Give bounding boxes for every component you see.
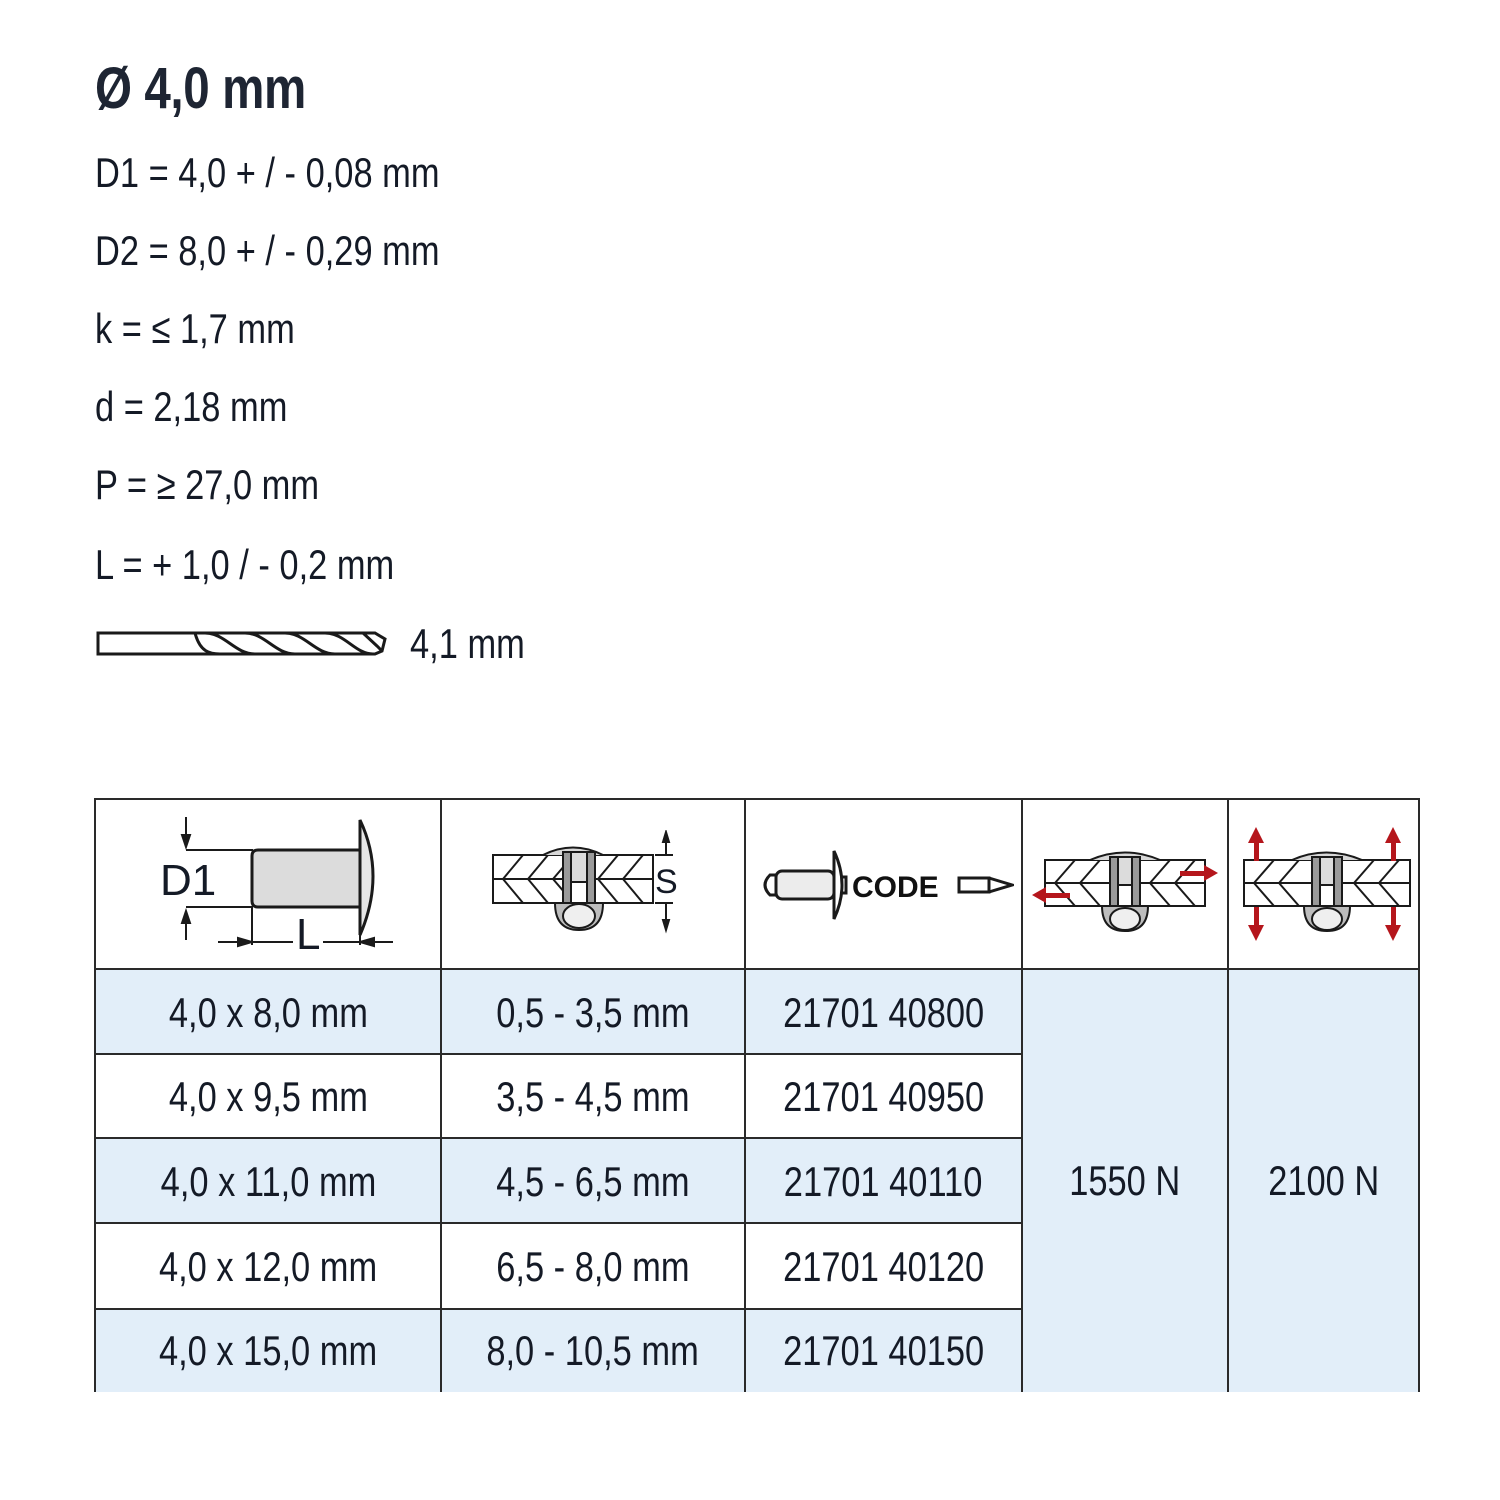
table-row-grip: 6,5 - 8,0 mm (496, 1243, 690, 1290)
rivet-table (94, 798, 1420, 1392)
rivet-code-icon (746, 800, 1021, 970)
table-row-grip: 0,5 - 3,5 mm (496, 988, 690, 1036)
table-row-code: 21701 40120 (782, 1243, 985, 1290)
table-row-size: 4,0 x 15,0 mm (158, 1327, 378, 1374)
title-text: Ø 4,0 mm (95, 56, 306, 121)
table-row-size: 4,0 x 8,0 mm (168, 988, 368, 1036)
table-row-size: 4,0 x 12,0 mm (158, 1243, 378, 1290)
spec-d2: D2 = 8,0 + / - 0,29 mm (95, 227, 440, 274)
drill-size: 4,1 mm (410, 620, 525, 667)
rivet-dimensions-icon (96, 800, 440, 970)
shear-strength-value: 1550 N (1069, 1157, 1181, 1204)
shear-strength-icon (1023, 800, 1227, 970)
spec-l: L = + 1,0 / - 0,2 mm (95, 541, 395, 588)
spec-k: k = ≤ 1,7 mm (95, 305, 295, 352)
table-row-size: 4,0 x 11,0 mm (160, 1157, 376, 1205)
table-row-grip: 3,5 - 4,5 mm (496, 1073, 690, 1120)
table-row-code: 21701 40950 (782, 1073, 985, 1120)
grip-range-icon (442, 800, 744, 970)
spec-p: P = ≥ 27,0 mm (95, 461, 320, 508)
tensile-strength-value: 2100 N (1267, 1157, 1380, 1204)
tensile-strength-icon (1229, 800, 1418, 970)
table-row-size: 4,0 x 9,5 mm (168, 1073, 368, 1120)
table-row-code: 21701 40150 (782, 1327, 985, 1374)
page-title (95, 55, 352, 122)
table-row-grip: 4,5 - 6,5 mm (496, 1157, 690, 1205)
table-row-grip: 8,0 - 10,5 mm (486, 1327, 700, 1374)
svg-text:S: S (655, 863, 678, 901)
table-row-code: 21701 40800 (782, 988, 985, 1036)
svg-text:L: L (296, 910, 321, 955)
svg-text:CODE: CODE (851, 871, 939, 904)
spec-d: d = 2,18 mm (95, 383, 288, 430)
spec-d1: D1 = 4,0 + / - 0,08 mm (95, 149, 440, 196)
svg-text:D1: D1 (160, 856, 217, 905)
drill-bit-icon (95, 624, 390, 665)
table-row-code: 21701 40110 (784, 1157, 983, 1205)
